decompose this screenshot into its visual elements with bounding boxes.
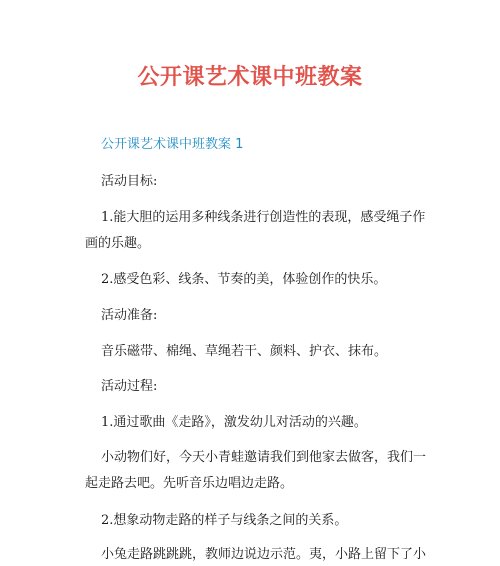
document-title: 公开课艺术课中班教案 xyxy=(137,65,363,90)
paragraph-line: 小动物们好，今天小青蛙邀请我们到他家去做客，我们一 xyxy=(101,450,427,465)
paragraph-line: 活动过程: xyxy=(101,379,158,394)
paragraph xyxy=(101,378,431,396)
paragraph xyxy=(101,271,431,289)
paragraph-line: 1.能大胆的运用多种线条进行创造性的表现，感受绳子作 xyxy=(101,210,426,225)
paragraph xyxy=(85,209,431,253)
paragraph-line: 活动目标: xyxy=(101,174,158,189)
section-heading: 公开课艺术课中班教案 1 xyxy=(101,137,244,152)
paragraph-line: 画的乐趣。 xyxy=(85,236,151,251)
paragraph-line: 起走路去吧。先听音乐边唱边走路。 xyxy=(85,476,294,491)
paragraph xyxy=(101,173,431,191)
paragraph-line: 音乐磁带、棉绳、草绳若干、颜料、护衣、抹布。 xyxy=(101,344,388,359)
paragraph xyxy=(101,512,431,530)
paragraph-line: 1.通过歌曲《走路》，激发幼儿对活动的兴趣。 xyxy=(101,415,367,430)
paragraph xyxy=(101,546,431,564)
paragraph xyxy=(101,307,431,325)
paragraph xyxy=(101,343,431,361)
paragraph-line: 2.感受色彩、线条、节奏的美，体验创作的快乐。 xyxy=(101,272,387,287)
paragraph-line: 活动准备: xyxy=(101,308,158,323)
paragraph-line: 2.想象动物走路的样子与线条之间的关系。 xyxy=(101,513,348,528)
paragraph-line: 小兔走路跳跳跳，教师边说边示范。夷，小路上留下了小 xyxy=(101,547,427,562)
paragraph xyxy=(101,414,431,432)
paragraph xyxy=(85,449,431,493)
